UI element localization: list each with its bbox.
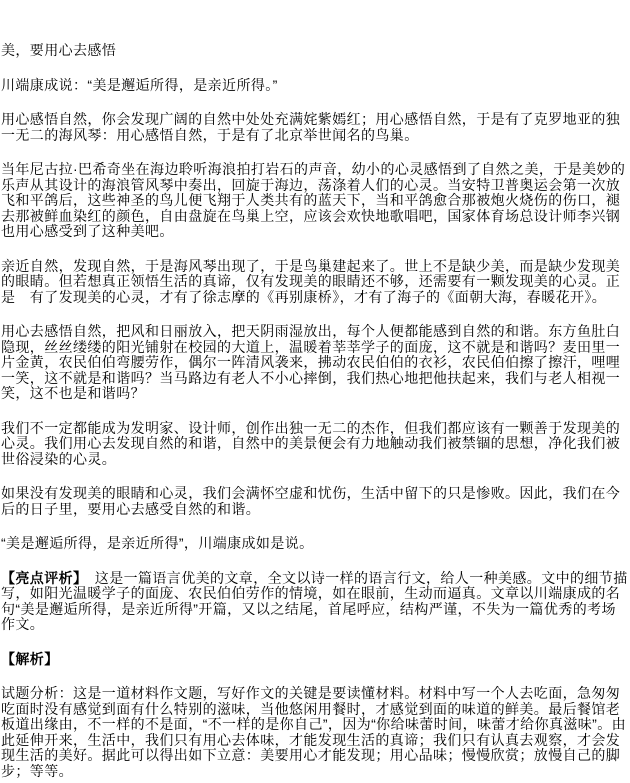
analysis-body: 试题分析：这是一道材料作文题，写好作文的关键是要读懂材料。材料中写一个人去吃面，急匆匆吃面时没有感觉到面有什么特别的滋味，当他悠闲用餐时，才感觉到面的味道的鲜美。最后餐馆老板道出缘由，不一样的不是面，“不一样的是你自己”，因为“你给味蕾时间，味蕾才给你真滋味”。由此延伸开来，生活中，我们只有用心去体味，才能发现生活的真谛；我们只有认真去观察，才会发现生活的美好。据此可以得出如下立意：美要用心才能发现；用心品味；慢慢欣赏；放慢自己的脚步；等等。 [1, 685, 627, 779]
review-paragraph [1, 571, 630, 633]
essay-paragraph-sea-organ-birds-nest: 当年尼古拉·巴希奇坐在海边聆听海浪拍打岩石的声音，幼小的心灵感悟到了自然之美，于是美妙的乐声从其设计的海浪管风琴中奏出，回旋于海边，荡涤着人们的心灵。当安特卫普奥运会第一次放飞和平鸽后，这些神圣的鸟儿便飞翔于人类共有的蓝天下，当和平鸽愈合那被炮火烧伤的伤口，褪去那被鲜血染红的颜色，自由盘旋在鸟巢上空，应该会欢快地歌唱吧，国家体育场总设计师李兴钢也用心感受到了这种美吧。 [1, 161, 626, 239]
essay-paragraph-nature-discoveries: 用心感悟自然，你会发现广阔的自然中处处充满姹紫嫣红；用心感悟自然，于是有了克罗地亚的独一无二的海风琴：用心感悟自然，于是有了北京举世闻名的鸟巢。 [1, 111, 621, 143]
essay-paragraph-harmony-examples: 用心去感悟自然，把风和日丽放入，把天阴雨湿放出，每个人便都能感到自然的和谐。东方鱼肚白隐现，丝丝缕缕的阳光铺射在校园的大道上，温暖着莘莘学子的面庞，这不就是和谐吗？麦田里一片金黄，农民伯伯弯腰劳作，偶尔一阵清风袭来，拂动农民伯伯的衣衫，农民伯伯擦了擦汗，哩哩一笑，这不就是和谐吗？当马路边有老人不小心摔倒，我们热心地把他扶起来，我们与老人相视一笑，这不也是和谐吗？ [1, 323, 621, 401]
essay-paragraph-heart-for-beauty: 我们不一定都能成为发明家、设计师，创作出独一无二的杰作，但我们都应该有一颗善于发现美的心灵。我们用心去发现自然的和谐，自然中的美景便会有力地触动我们被禁锢的思想，净化我们被世俗浸染的心灵。 [1, 419, 621, 467]
essay-title: 美，要用心去感悟 [1, 42, 117, 58]
essay-opening-quote-paragraph: 川端康成说：“美是邂逅所得，是亲近所得。” [1, 76, 278, 93]
essay-paragraph-conclusion: 如果没有发现美的眼睛和心灵，我们会满怀空虚和忧伤，生活中留下的只是惨败。因此，我们在今后的日子里，要用心去感受自然的和谐。 [1, 485, 621, 517]
analysis-label: 【解析】 [1, 650, 59, 667]
essay-closing-quote-paragraph: “美是邂逅所得，是亲近所得”，川端康成如是说。 [1, 535, 314, 551]
essay-paragraph-discovering-beauty: 亲近自然，发现自然，于是海风琴出现了，于是鸟巢建起来了。世上不是缺少美，而是缺少发现美的眼睛。但若想真正领悟生活的真谛，仅有发现美的眼睛还不够，还需要有一颗发现美的心灵。正是 有了发现美的心灵，才有了徐志摩的《再别康桥》，才有了海子的《面朝大海，春暖花开》。 [1, 257, 621, 305]
review-label: 【亮点评析】 [1, 569, 81, 586]
review-text: 这是一篇语言优美的文章，全文以诗一样的语言行文，给人一种美感。文中的细节描写，如阳光温暖学子的面庞、农民伯伯劳作的情境，如在眼前，生动而逼真。文章以川端康成的名句“美是邂逅所得，是亲近所得”开篇，又以之结尾，首尾呼应，结构严谨，不失为一篇优秀的考场作文。 [1, 569, 628, 632]
